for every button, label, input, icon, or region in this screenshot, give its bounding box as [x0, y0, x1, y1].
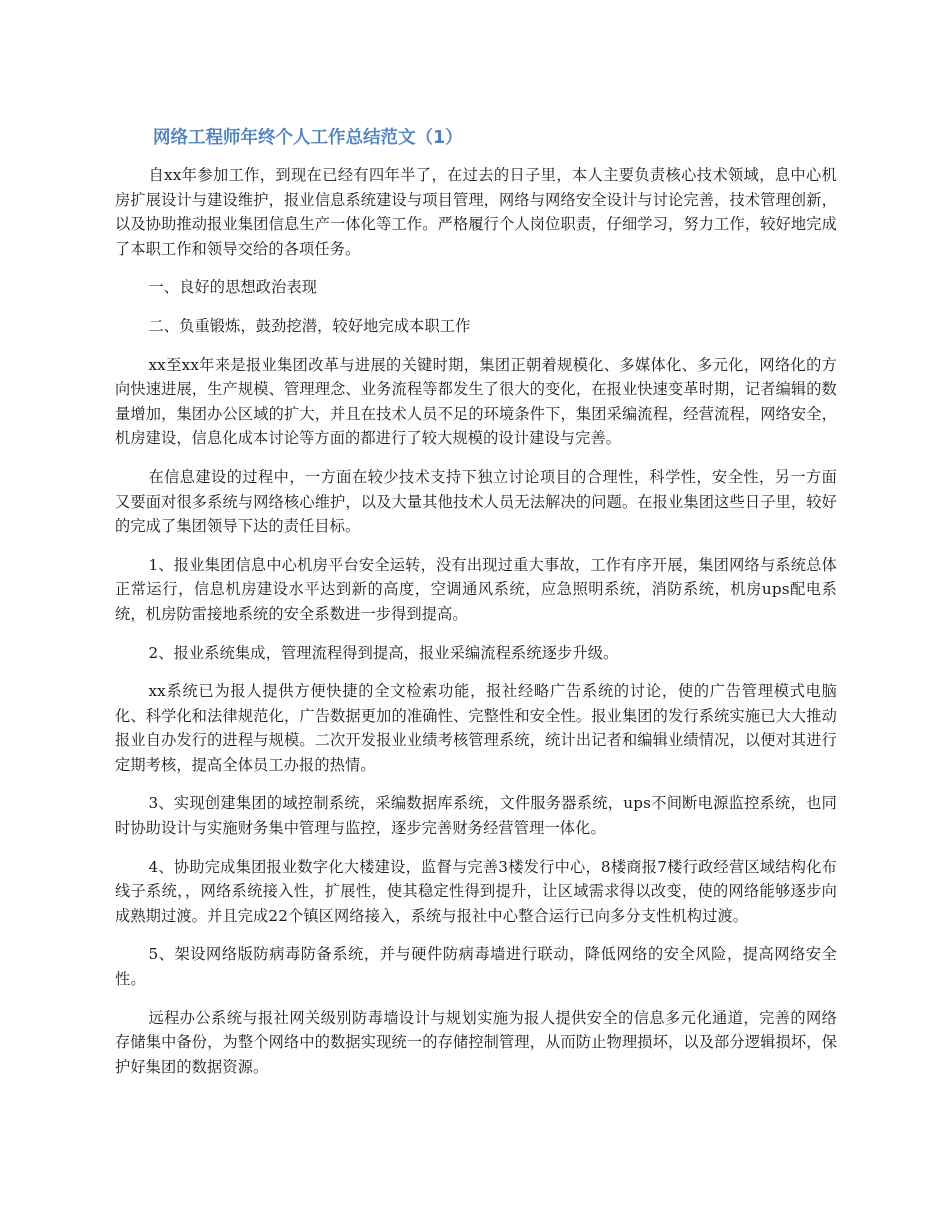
document-page	[115, 125, 837, 1093]
body-paragraph: xx至xx年来是报业集团改革与进展的关键时期，集团正朝着规模化、多媒体化、多元化，网络化的方向快速进展，生产规模、管理理念、业务流程等都发生了很大的变化，在报业快速变革时期，记者编辑的数量增加，集团办公区域的扩大，并且在技术人员不足的环境条件下，集团采编流程，经营流程，网络安全，机房建设，信息化成本讨论等方面的都进行了较大规模的设计建设与完善。	[115, 355, 837, 448]
body-paragraph: 在信息建设的过程中，一方面在较少技术支持下独立讨论项目的合理性，科学性，安全性，另一方面又要面对很多系统与网络核心维护，以及大量其他技术人员无法解决的问题。在报业集团这些日子里，较好的完成了集团领导下达的责任目标。	[115, 467, 837, 536]
section-heading-one: 一、良好的思想政治表现	[148, 278, 318, 297]
body-paragraph: 远程办公系统与报社网关级别防毒墙设计与规划实施为报人提供安全的信息多元化通道，完善的网络存储集中备份，为整个网络中的数据实现统一的存储控制管理，从而防止物理损坏，以及部分逻辑损坏，保护好集团的数据资源。	[115, 1008, 837, 1076]
document-title: 网络工程师年终个人工作总结范文（1）	[153, 128, 463, 148]
numbered-item-3: 3、实现创建集团的域控制系统，采编数据库系统，文件服务器系统，ups不间断电源监控系统，也同时协助设计与实施财务集中管理与监控，逐步完善财务经营管理一体化。	[115, 794, 837, 838]
body-paragraph: xx系统已为报人提供方便快捷的全文检索功能，报社经略广告系统的讨论，使的广告管理模式电脑化、科学化和法律规范化，广告数据更加的准确性、完整性和安全性。报业集团的发行系统实施已大大推动报业自办发行的进程与规模。二次开发报业业绩考核管理系统，统计出记者和编辑业绩情况，以便对其进行定期考核，提高全体员工办报的热情。	[115, 682, 837, 774]
section-heading-two: 二、负重锻炼，鼓劲挖潜，较好地完成本职工作	[148, 316, 471, 335]
numbered-item-1: 1、报业集团信息中心机房平台安全运转，没有出现过重大事故，工作有序开展，集团网络与系统总体正常运行，信息机房建设水平达到新的高度，空调通风系统，应急照明系统，消防系统，机房ups配电系统，机房防雷接地系统的安全系数进一步得到提高。	[115, 555, 837, 623]
numbered-item-5: 5、架设网络版防病毒防备系统，并与硬件防病毒墙进行联动，降低网络的安全风险，提高网络安全性。	[115, 945, 837, 989]
numbered-item-4: 4、协助完成集团报业数字化大楼建设，监督与完善3楼发行中心，8楼商报7楼行政经营区域结构化布线子系统，，网络系统接入性，扩展性，使其稳定性得到提升，让区域需求得以改变，使的网络能够逐步向成熟期过渡。并且完成22个镇区网络接入，系统与报社中心整合运行已向多分支性机构过渡。	[115, 857, 837, 925]
intro-paragraph: 自xx年参加工作，到现在已经有四年半了，在过去的日子里，本人主要负责核心技术领域，息中心机房扩展设计与建设维护，报业信息系统建设与项目管理，网络与网络安全设计与讨论完善，技术管理创新，以及协助推动报业集团信息生产一体化等工作。严格履行个人岗位职责，仔细学习，努力工作，较好地完成了本职工作和领导交给的各项任务。	[115, 166, 837, 258]
numbered-item-2: 2、报业系统集成，管理流程得到提高，报业采编流程系统逐步升级。	[148, 643, 619, 662]
